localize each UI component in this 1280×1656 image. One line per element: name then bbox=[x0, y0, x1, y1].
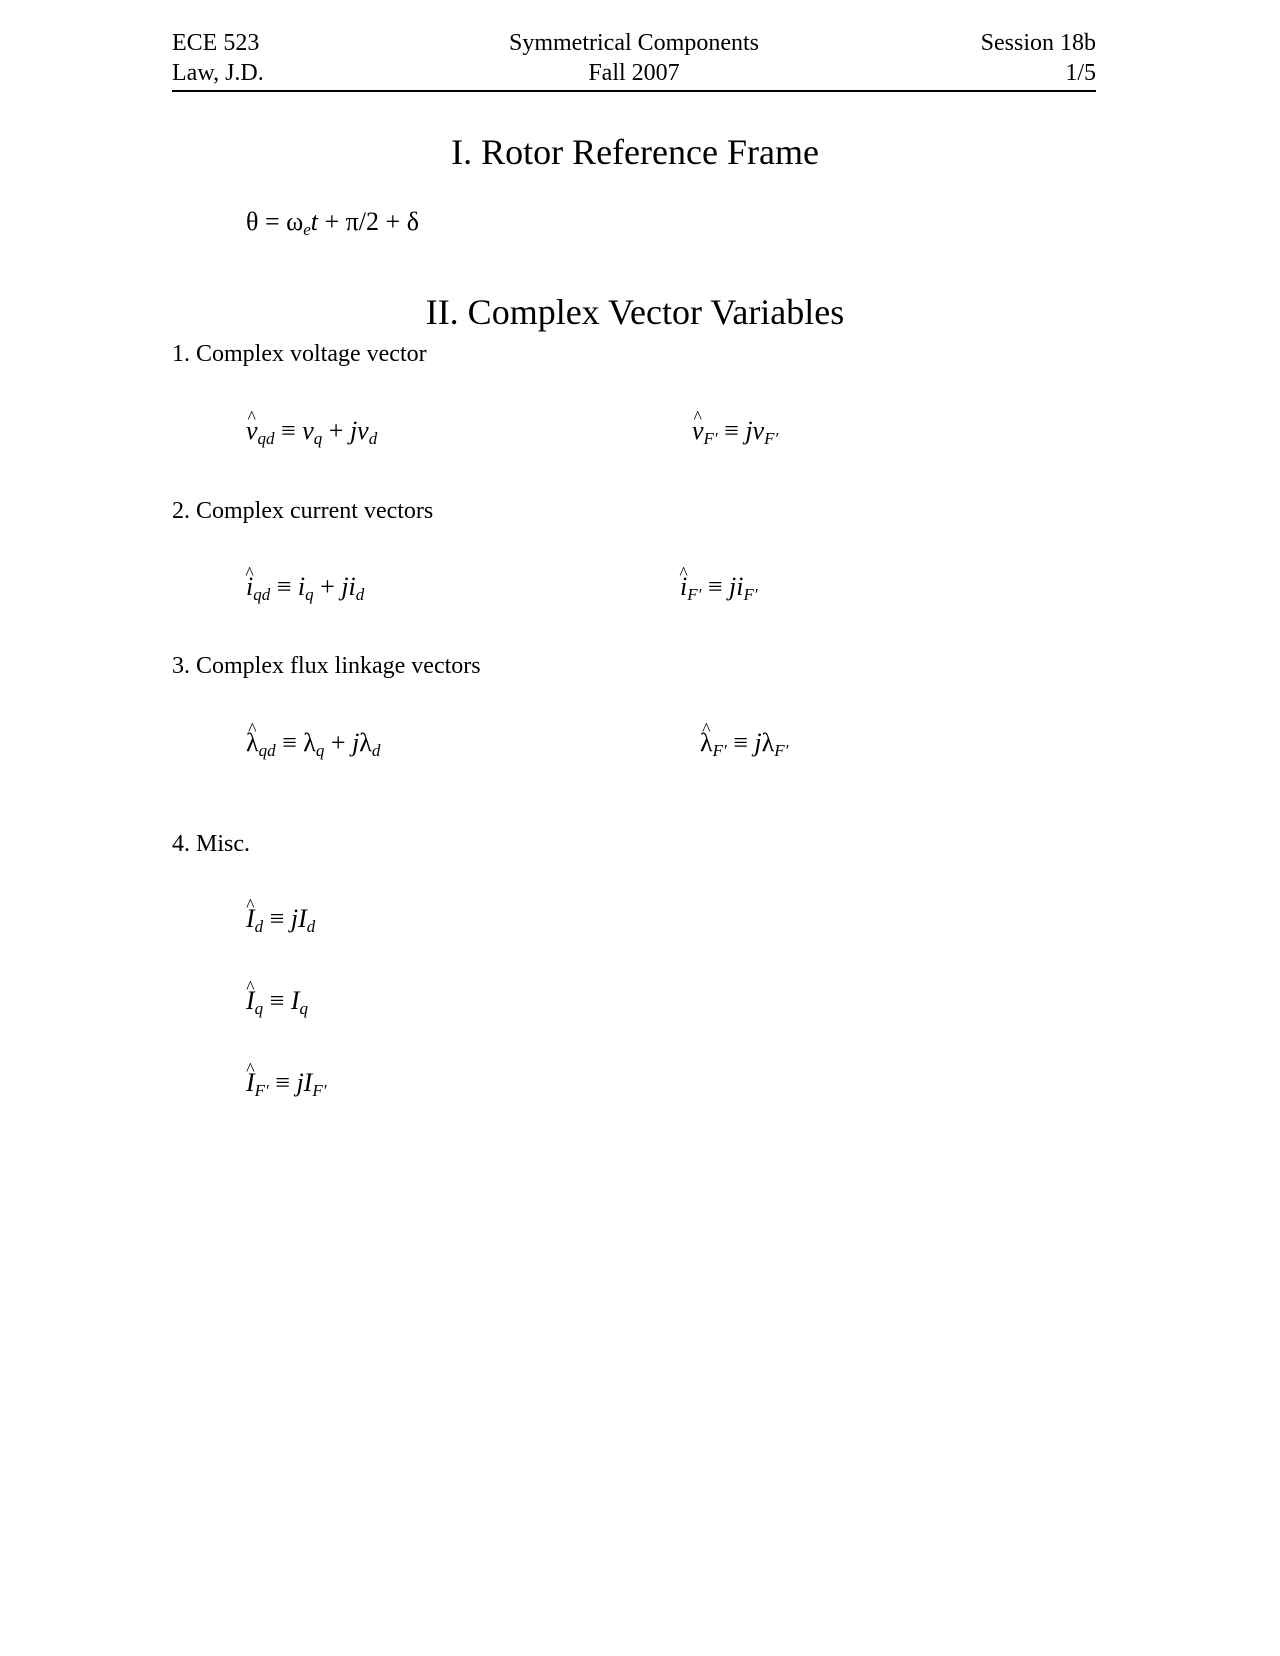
equation-flux-field: ^ $\lambda_{F'} \equiv j\lambda_{F'}$ bbox=[700, 726, 788, 760]
item-label-voltage: 1. Complex voltage vector bbox=[172, 341, 427, 367]
equation-flux-qd: ^ $\lambda_{qd} \equiv \lambda_q + j\lambda_d$ bbox=[246, 726, 380, 760]
item-label-flux-linkage: 3. Complex flux linkage vectors bbox=[172, 653, 481, 679]
equation-theta: $\theta = \omega_et + \pi/2 + \delta$ bbox=[246, 207, 419, 239]
item-label-current: 2. Complex current vectors bbox=[172, 498, 434, 524]
document-title: Symmetrical Components bbox=[509, 30, 759, 56]
item-label-misc: 4. Misc. bbox=[172, 831, 250, 857]
section-heading-complex-vector-variables: II. Complex Vector Variables bbox=[425, 292, 845, 332]
equation-misc-id: ^ $I_d \equiv jI_d$ bbox=[246, 902, 315, 936]
session-label: Session 18b bbox=[980, 30, 1096, 56]
section-heading-rotor-reference-frame: I. Rotor Reference Frame bbox=[451, 132, 819, 172]
page-number: 1/5 bbox=[1065, 60, 1096, 86]
equation-misc-if: ^ $I_{F'} \equiv jI_{F'}$ bbox=[246, 1066, 326, 1100]
term: Fall 2007 bbox=[588, 60, 680, 86]
course-code: ECE 523 bbox=[172, 30, 260, 56]
equation-current-qd: ^ $i_{qd} \equiv i_q + ji_d$ bbox=[246, 570, 364, 604]
equation-voltage-qd: ^ $v_{qd} \equiv v_q + jv_d$ bbox=[246, 414, 377, 448]
header-center bbox=[172, 28, 1096, 88]
equation-current-field: ^ $i_{F'} \equiv ji_{F'}$ bbox=[680, 570, 758, 604]
equation-misc-iq: ^ $I_q \equiv I_q$ bbox=[246, 984, 308, 1018]
equation-voltage-field: ^ $v_{F'} \equiv jv_{F'}$ bbox=[692, 414, 778, 448]
author: Law, J.D. bbox=[172, 60, 264, 86]
page-header bbox=[172, 28, 1096, 92]
header-right bbox=[981, 28, 1096, 88]
